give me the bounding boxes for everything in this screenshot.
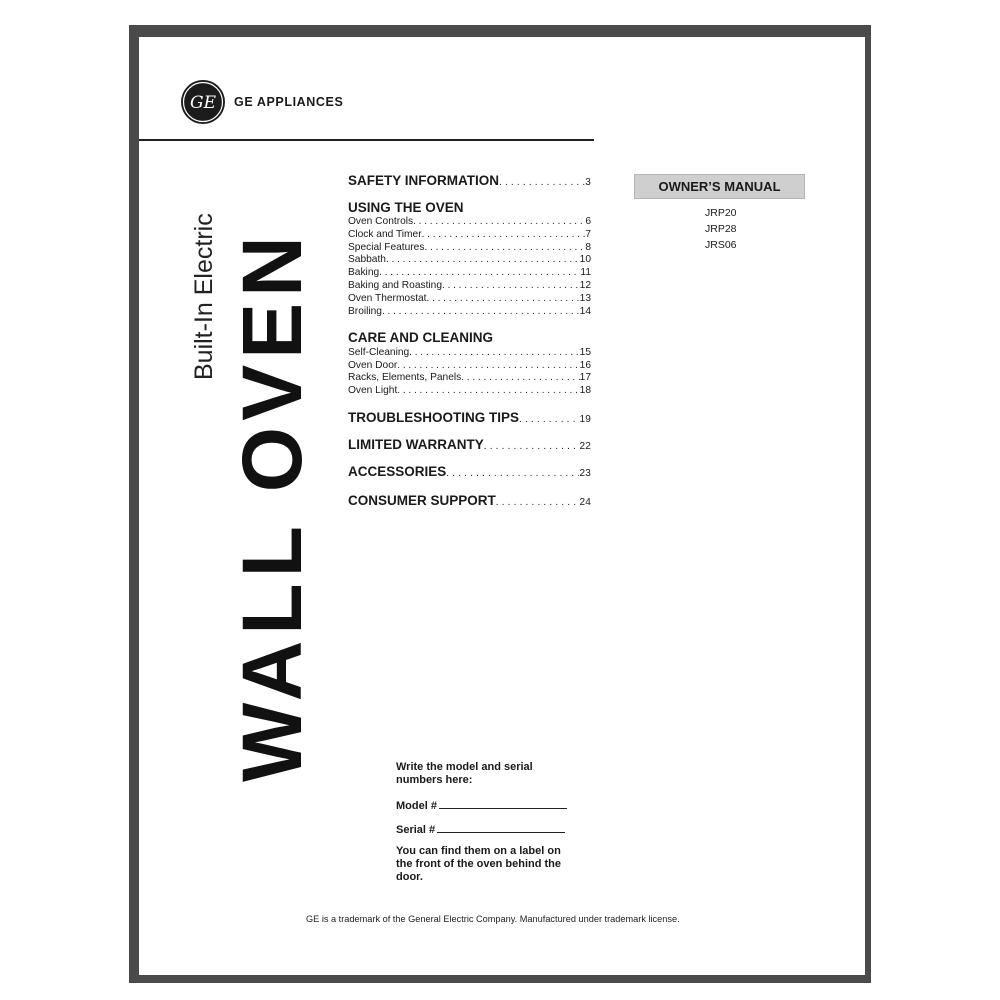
- toc-label: CONSUMER SUPPORT: [348, 493, 496, 508]
- toc-leader: [484, 441, 580, 452]
- product-title: WALL OVEN: [225, 230, 319, 782]
- toc-page: 22: [579, 441, 591, 452]
- toc-heading-using: USING THE OVEN: [348, 200, 464, 215]
- serial-field[interactable]: [396, 822, 565, 837]
- toc-label: Special Features: [348, 242, 425, 253]
- product-subtitle: Built-In Electric: [190, 213, 218, 380]
- record-find-line: door.: [396, 871, 423, 883]
- toc-label: Clock and Timer: [348, 229, 422, 240]
- toc-label: SAFETY INFORMATION: [348, 173, 499, 188]
- toc-label: Baking and Roasting: [348, 280, 443, 291]
- toc-label: TROUBLESHOOTING TIPS: [348, 410, 520, 425]
- toc-item[interactable]: [348, 280, 591, 291]
- toc-label: LIMITED WARRANTY: [348, 437, 484, 452]
- toc-page: 12: [579, 280, 591, 291]
- toc-page: 10: [579, 254, 591, 265]
- toc-leader: [461, 372, 579, 383]
- serial-field-label: Serial #: [396, 824, 436, 836]
- toc-item[interactable]: [348, 385, 591, 396]
- toc-page: 18: [579, 385, 591, 396]
- owners-manual-label: OWNER’S MANUAL: [634, 174, 805, 199]
- toc-item[interactable]: [348, 347, 591, 358]
- toc-item[interactable]: [348, 306, 591, 317]
- toc-leader: [386, 254, 580, 265]
- toc-leader: [422, 229, 586, 240]
- serial-field-line[interactable]: [437, 822, 565, 833]
- toc-label: Oven Door: [348, 360, 398, 371]
- toc-leader: [413, 216, 585, 227]
- toc-page: 16: [579, 360, 591, 371]
- toc-leader: [382, 306, 580, 317]
- toc-leader: [442, 280, 580, 291]
- model-number: JRP20: [705, 207, 737, 219]
- brand-name: GE APPLIANCES: [234, 95, 344, 109]
- toc-item[interactable]: [348, 293, 591, 304]
- ge-logo-icon: [181, 80, 225, 124]
- toc-item[interactable]: [348, 254, 591, 265]
- logo-text: GE: [190, 93, 216, 113]
- record-find-line: the front of the oven behind the: [396, 858, 561, 870]
- toc-safety[interactable]: [348, 173, 591, 188]
- toc-page: 13: [579, 293, 591, 304]
- toc-label: Oven Thermostat: [348, 293, 427, 304]
- toc-item[interactable]: [348, 242, 591, 253]
- toc-leader: [446, 468, 579, 479]
- toc-label: Sabbath: [348, 254, 386, 265]
- toc-leader: [397, 385, 579, 396]
- toc-leader: [409, 347, 579, 358]
- toc-leader: [424, 242, 585, 253]
- toc-page: 14: [579, 306, 591, 317]
- toc-label: Broiling: [348, 306, 382, 317]
- toc-page: 24: [579, 497, 591, 508]
- toc-page: 3: [585, 177, 591, 188]
- toc-page: 6: [585, 216, 591, 227]
- toc-page: 11: [580, 267, 591, 278]
- toc-label: Baking: [348, 267, 380, 278]
- record-intro-line: Write the model and serial: [396, 761, 533, 773]
- toc-accessories[interactable]: [348, 464, 591, 479]
- header-divider: [139, 139, 594, 141]
- toc-leader: [379, 267, 580, 278]
- record-find-line: You can find them on a label on: [396, 845, 561, 857]
- toc-item[interactable]: [348, 372, 591, 383]
- model-field-label: Model #: [396, 800, 437, 812]
- model-field[interactable]: [396, 798, 567, 813]
- toc-leader: [519, 414, 579, 425]
- trademark-footer: GE is a trademark of the General Electric Company. Manufactured under trademark license.: [306, 914, 680, 924]
- toc-warranty[interactable]: [348, 437, 591, 452]
- toc-leader: [427, 293, 580, 304]
- toc-label: Oven Controls: [348, 216, 414, 227]
- toc-item[interactable]: [348, 216, 591, 227]
- toc-leader: [397, 360, 579, 371]
- toc-page: 8: [585, 242, 591, 253]
- toc-leader: [496, 497, 580, 508]
- toc-troubleshooting[interactable]: [348, 410, 591, 425]
- toc-page: 23: [579, 468, 591, 479]
- model-field-line[interactable]: [439, 798, 567, 809]
- toc-heading-care: CARE AND CLEANING: [348, 330, 493, 345]
- toc-consumer-support[interactable]: [348, 493, 591, 508]
- toc-page: 15: [579, 347, 591, 358]
- model-number: JRP28: [705, 223, 737, 235]
- toc-leader: [499, 177, 585, 188]
- toc-page: 19: [579, 414, 591, 425]
- toc-page: 17: [579, 372, 591, 383]
- toc-item[interactable]: [348, 229, 591, 240]
- toc-page: 7: [585, 229, 591, 240]
- toc-item[interactable]: [348, 267, 591, 278]
- record-intro-line: numbers here:: [396, 774, 473, 786]
- toc-label: ACCESSORIES: [348, 464, 447, 479]
- toc-item[interactable]: [348, 360, 591, 371]
- toc-label: Self-Cleaning: [348, 347, 410, 358]
- model-number: JRS06: [705, 239, 737, 251]
- toc-label: Oven Light: [348, 385, 398, 396]
- toc-label: Racks, Elements, Panels: [348, 372, 462, 383]
